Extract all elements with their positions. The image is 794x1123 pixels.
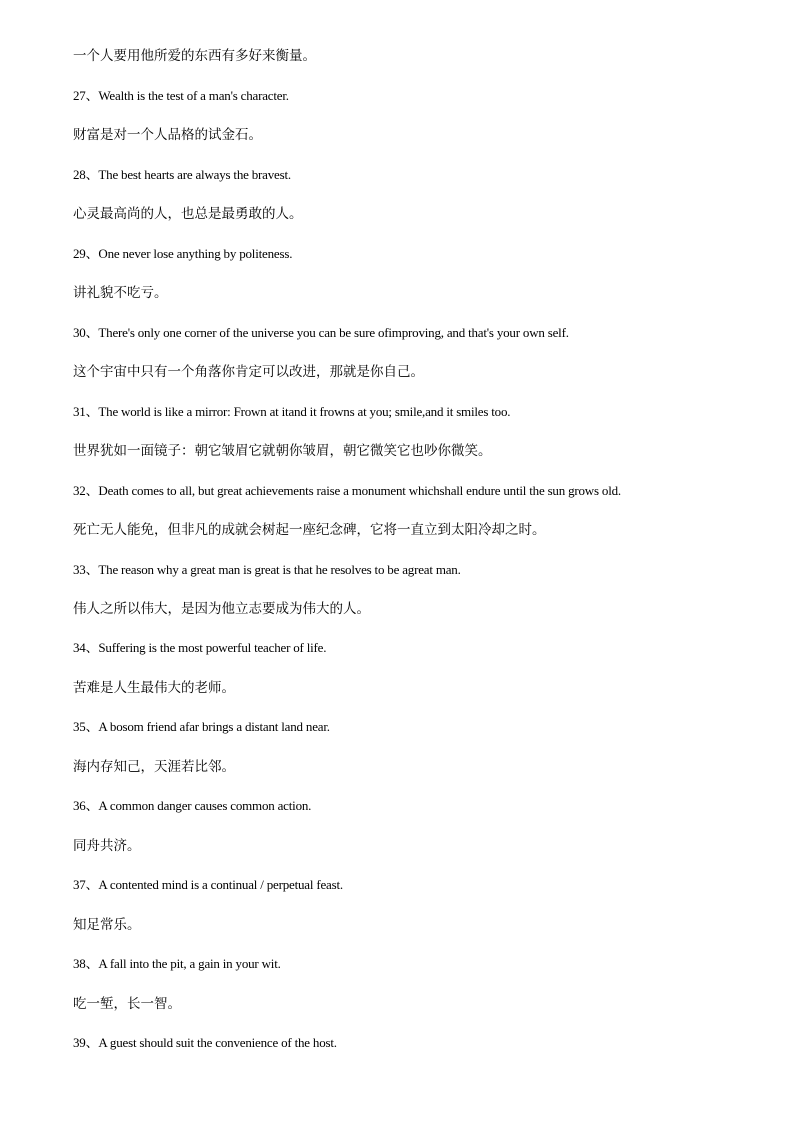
chinese-translation-line: 同舟共济。	[73, 838, 141, 854]
english-quote-line: 30、There's only one corner of the universe you can be sure ofimproving, and that's your own self.	[73, 325, 569, 340]
chinese-translation-line: 财富是对一个人品格的试金石。	[73, 127, 262, 143]
english-quote-line: 37、A contented mind is a continual / perpetual feast.	[73, 877, 343, 892]
chinese-translation-line: 知足常乐。	[73, 917, 141, 933]
english-quote-line: 34、Suffering is the most powerful teacher of life.	[73, 640, 327, 655]
chinese-translation-line: 一个人要用他所爱的东西有多好来衡量。	[73, 48, 316, 64]
chinese-translation-line: 世界犹如一面镜子：朝它皱眉它就朝你皱眉，朝它微笑它也吵你微笑。	[73, 443, 492, 459]
english-quote-line: 39、A guest should suit the convenience of the host.	[73, 1035, 337, 1050]
english-quote-line: 27、Wealth is the test of a man's character.	[73, 88, 289, 103]
english-quote-line: 32、Death comes to all, but great achievements raise a monument whichshall endure until the sun grows old.	[73, 483, 621, 498]
chinese-translation-line: 这个宇宙中只有一个角落你肯定可以改进，那就是你自己。	[73, 364, 424, 380]
english-quote-line: 33、The reason why a great man is great is that he resolves to be agreat man.	[73, 562, 461, 577]
chinese-translation-line: 伟人之所以伟大，是因为他立志要成为伟大的人。	[73, 601, 370, 617]
chinese-translation-line: 心灵最高尚的人，也总是最勇敢的人。	[73, 206, 303, 222]
chinese-translation-line: 海内存知己，天涯若比邻。	[73, 759, 235, 775]
english-quote-line: 28、The best hearts are always the bravest.	[73, 167, 291, 182]
english-quote-line: 36、A common danger causes common action.	[73, 798, 312, 813]
chinese-translation-line: 讲礼貌不吃亏。	[73, 285, 168, 301]
english-quote-line: 29、One never lose anything by politeness.	[73, 246, 293, 261]
chinese-translation-line: 吃一堑，长一智。	[73, 996, 181, 1012]
chinese-translation-line: 苦难是人生最伟大的老师。	[73, 680, 235, 696]
english-quote-line: 31、The world is like a mirror: Frown at itand it frowns at you; smile,and it smiles too.	[73, 404, 511, 419]
english-quote-line: 35、A bosom friend afar brings a distant land near.	[73, 719, 330, 734]
english-quote-line: 38、A fall into the pit, a gain in your wit.	[73, 956, 281, 971]
chinese-translation-line: 死亡无人能免，但非凡的成就会树起一座纪念碑，它将一直立到太阳冷却之时。	[73, 522, 546, 538]
